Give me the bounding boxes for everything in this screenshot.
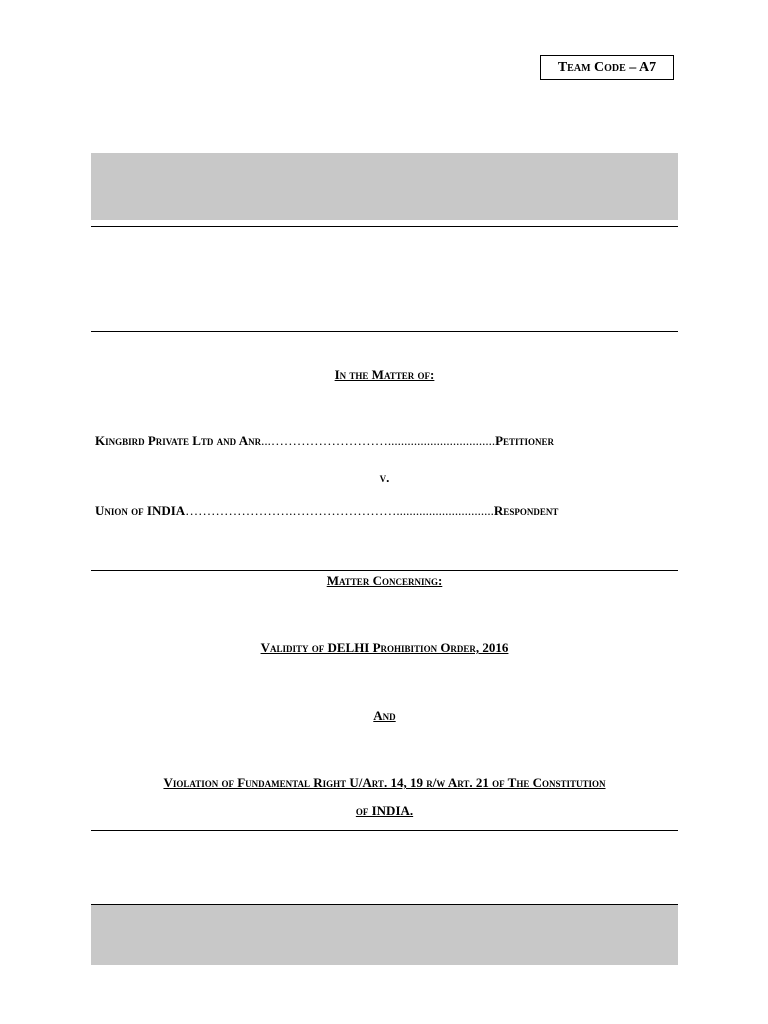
petitioner-role: Petitioner: [495, 433, 555, 448]
team-code-box: Team Code – A7: [540, 55, 674, 80]
divider-top: [91, 226, 678, 227]
respondent-dots: …………………….……………………..............................: [185, 503, 494, 518]
conjunction-and: And: [373, 708, 396, 723]
respondent-name: Union of INDIA: [95, 503, 186, 518]
matter-heading: In the Matter of:: [334, 367, 435, 382]
divider-court: [91, 331, 678, 332]
divider-bottom: [91, 830, 678, 831]
respondent-role: Respondent: [493, 503, 559, 518]
issue-one: Validity of DELHI Prohibition Order, 2016: [260, 640, 509, 655]
concerning-heading: Matter Concerning:: [326, 573, 443, 588]
petitioner-name: Kingbird Private Ltd and Anr: [95, 433, 262, 448]
issue-two-line-1: Violation of Fundamental Right U/Art. 14, 19 r/w Art. 21 of The Constitution: [163, 775, 606, 790]
issue-two-line-2: of INDIA.: [355, 803, 414, 818]
title-band-top: [91, 153, 678, 220]
title-band-bottom: [91, 904, 678, 965]
respondent-line: [95, 503, 558, 519]
petitioner-line: [95, 433, 554, 449]
versus-text: v.: [379, 470, 390, 485]
divider-parties: [91, 570, 678, 571]
petitioner-dots: ...……………………….................................: [261, 433, 496, 448]
